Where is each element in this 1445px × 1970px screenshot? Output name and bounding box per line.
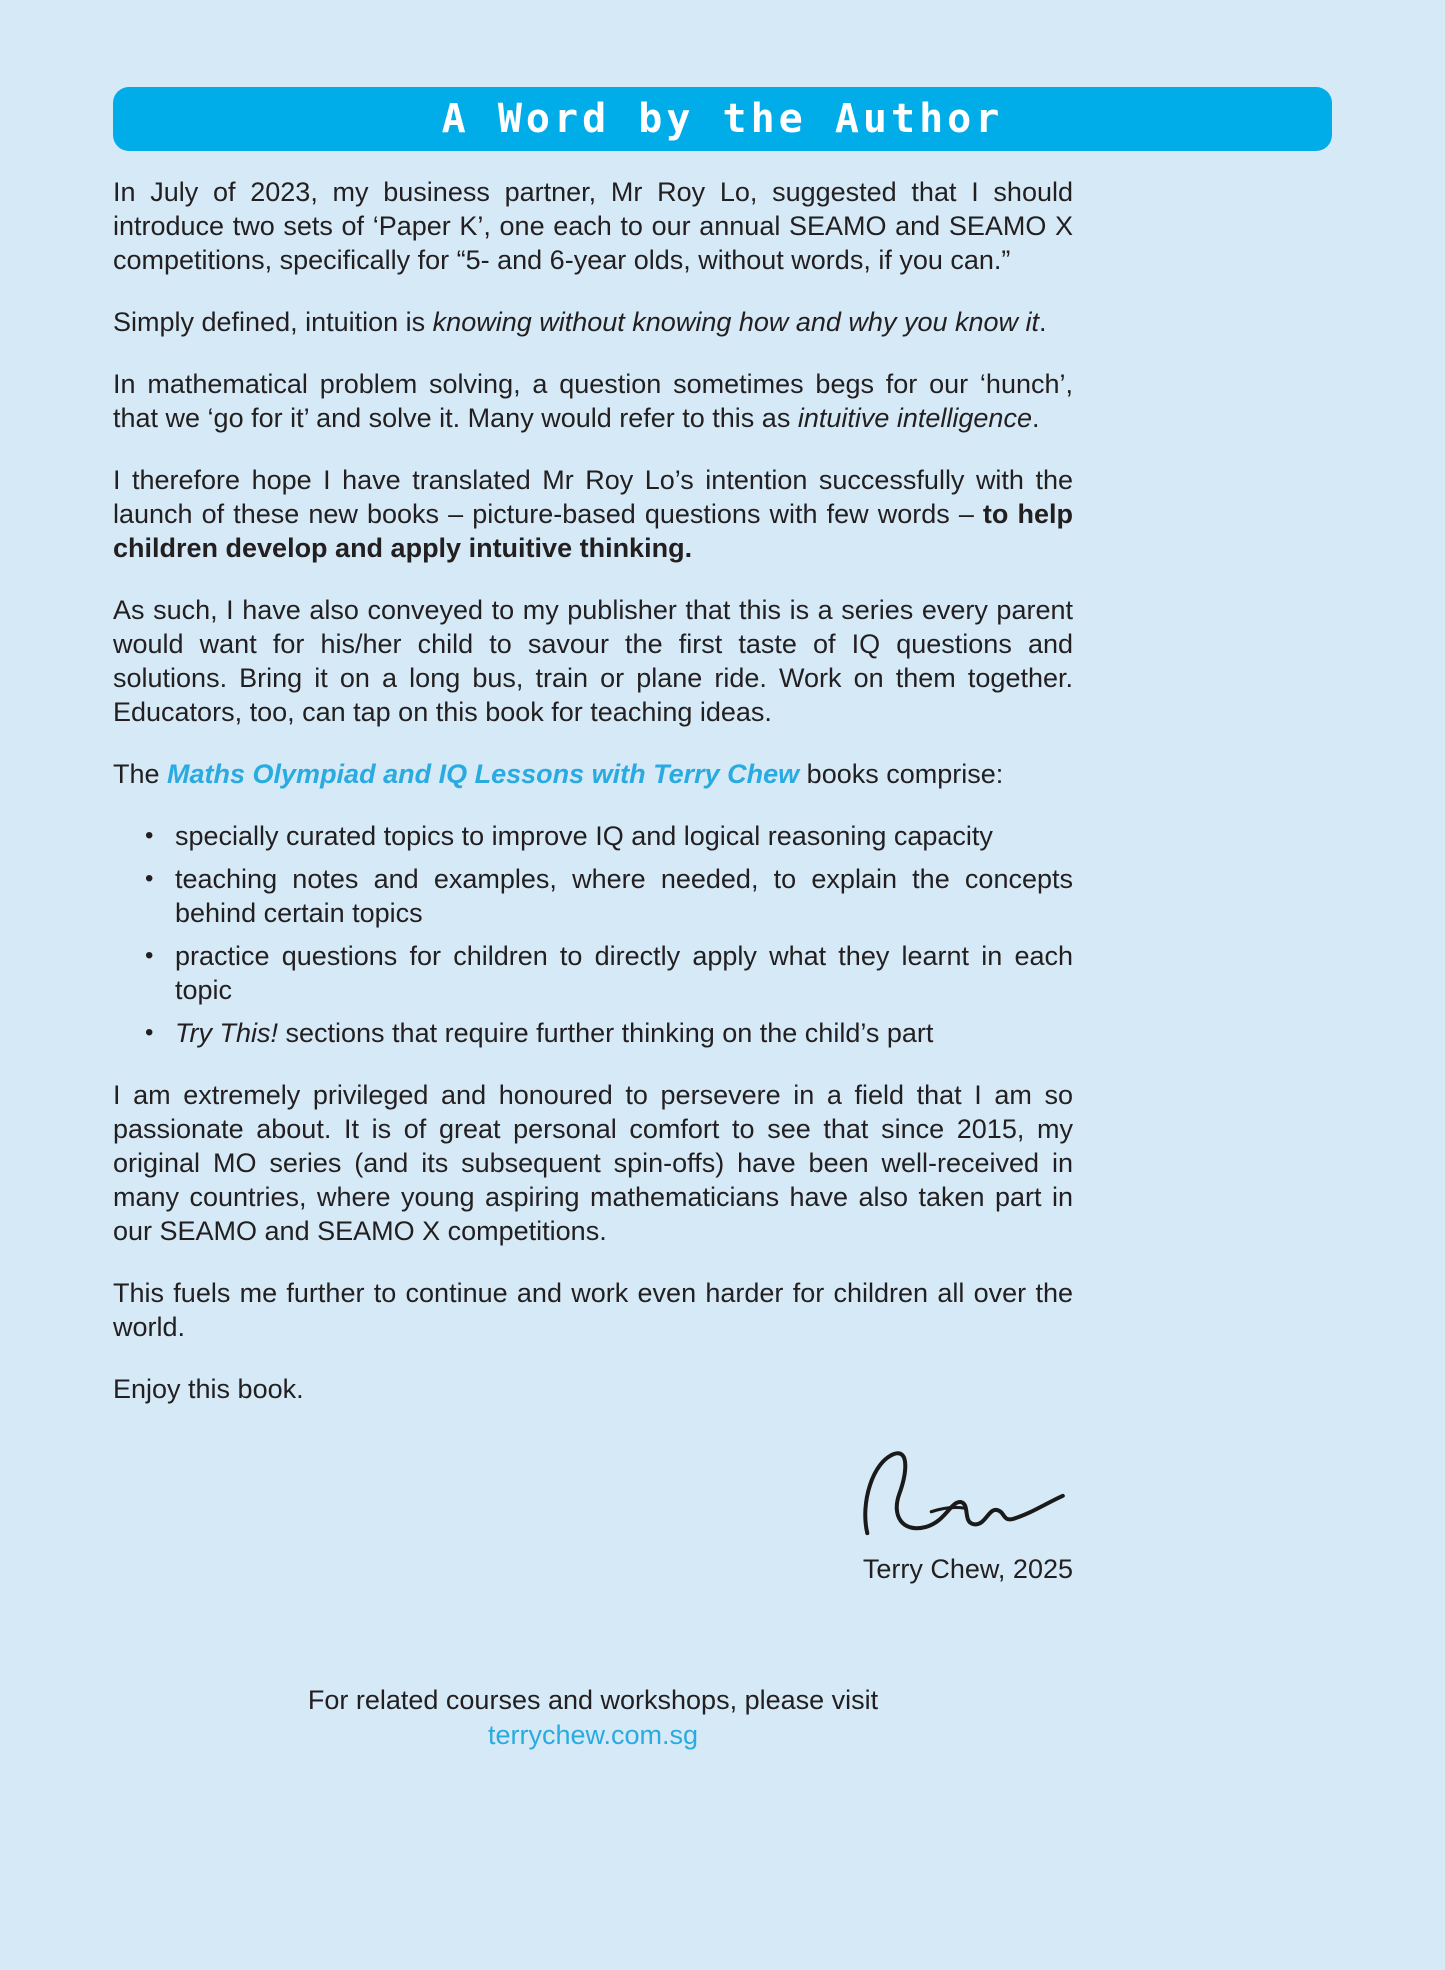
paragraph-6 <box>113 757 1073 791</box>
paragraph-2 <box>113 305 1073 339</box>
paragraph-4 <box>113 463 1073 565</box>
bullet-icon: • <box>145 1019 154 1046</box>
text-segment: Simply defined, intuition is <box>113 307 433 337</box>
bullet-item <box>113 862 1073 930</box>
text-segment: In mathematical problem solving, a question sometimes begs for our ‘hunch’, that we ‘go for it’ and solve it. Many would refer to this as <box>113 369 1073 433</box>
paragraph-9: Enjoy this book. <box>113 1374 304 1404</box>
series-title: Maths Olympiad and IQ Lessons with Terry Chew <box>167 759 800 789</box>
page-title: A Word by the Author <box>441 96 1004 142</box>
text-segment: I therefore hope I have translated Mr Roy Lo’s intention successfully with the launch of these new books – picture-based questions with few words – <box>113 465 1073 529</box>
text-segment-bold: to help children develop and apply intuitive thinking <box>113 499 1073 563</box>
bullet-body: practice questions for children to directly apply what they learnt in each topic <box>175 941 1073 1005</box>
text-segment: books comprise: <box>799 759 1004 789</box>
text-segment: The <box>113 759 168 789</box>
bullet-icon: • <box>145 865 154 892</box>
text-segment: . <box>684 533 693 563</box>
text-segment-italic: knowing without knowing how and why you know it <box>432 307 1040 337</box>
bullet-item <box>113 939 1073 1007</box>
bullet-body: teaching notes and examples, where needed, to explain the concepts behind certain topics <box>175 864 1073 928</box>
signature-image <box>854 1446 1069 1542</box>
paragraph-3 <box>113 367 1073 435</box>
bullet-text <box>175 819 1073 853</box>
text-segment: . <box>1039 307 1047 337</box>
bullet-text <box>175 1016 1073 1050</box>
paragraph-5: As such, I have also conveyed to my publisher that this is a series every parent would want for his/her child to savour the first taste of IQ questions and solutions. Bring it on a long bus, train or plane ride. Work on them together. Educators, too, can tap on this book for teaching ideas. <box>113 595 1073 727</box>
bullet-icon: • <box>145 822 154 849</box>
signature-name: Terry Chew, 2025 <box>862 1554 1073 1584</box>
bullet-body: sections that require further thinking on the child’s part <box>278 1018 934 1048</box>
bullet-list <box>113 819 1073 1050</box>
bullet-body: specially curated topics to improve IQ and logical reasoning capacity <box>175 821 993 851</box>
paragraph-7: I am extremely privileged and honoured to persevere in a field that I am so passionate about. It is of great personal comfort to see that since 2015, my original MO series (and its subsequent spin-offs) have been well-received in many countries, where young aspiring mathematicians have also taken part in our SEAMO and SEAMO X competitions. <box>113 1080 1073 1246</box>
bullet-text <box>175 939 1073 1007</box>
paragraph-1: In July of 2023, my business partner, Mr Roy Lo, suggested that I should introduce two sets of ‘Paper K’, one each to our annual SEAMO and SEAMO X competitions, specifically for “5- and 6-year olds, without words, if you can.” <box>113 177 1073 275</box>
bullet-lead: Try This! <box>175 1018 278 1048</box>
footer-link[interactable]: terrychew.com.sg <box>487 1720 699 1750</box>
content <box>113 175 1073 1752</box>
paragraph-8: This fuels me further to continue and work even harder for children all over the world. <box>113 1278 1073 1342</box>
header-banner <box>113 87 1332 151</box>
bullet-item <box>113 1016 1073 1050</box>
bullet-item <box>113 819 1073 853</box>
footer-text: For related courses and workshops, please visit <box>307 1685 879 1715</box>
text-segment: . <box>1031 403 1040 433</box>
bullet-icon: • <box>145 942 154 969</box>
signature-block <box>113 1446 1073 1586</box>
text-segment-italic: intuitive intelligence <box>797 403 1032 433</box>
footer <box>113 1682 1073 1752</box>
bullet-text <box>175 862 1073 930</box>
